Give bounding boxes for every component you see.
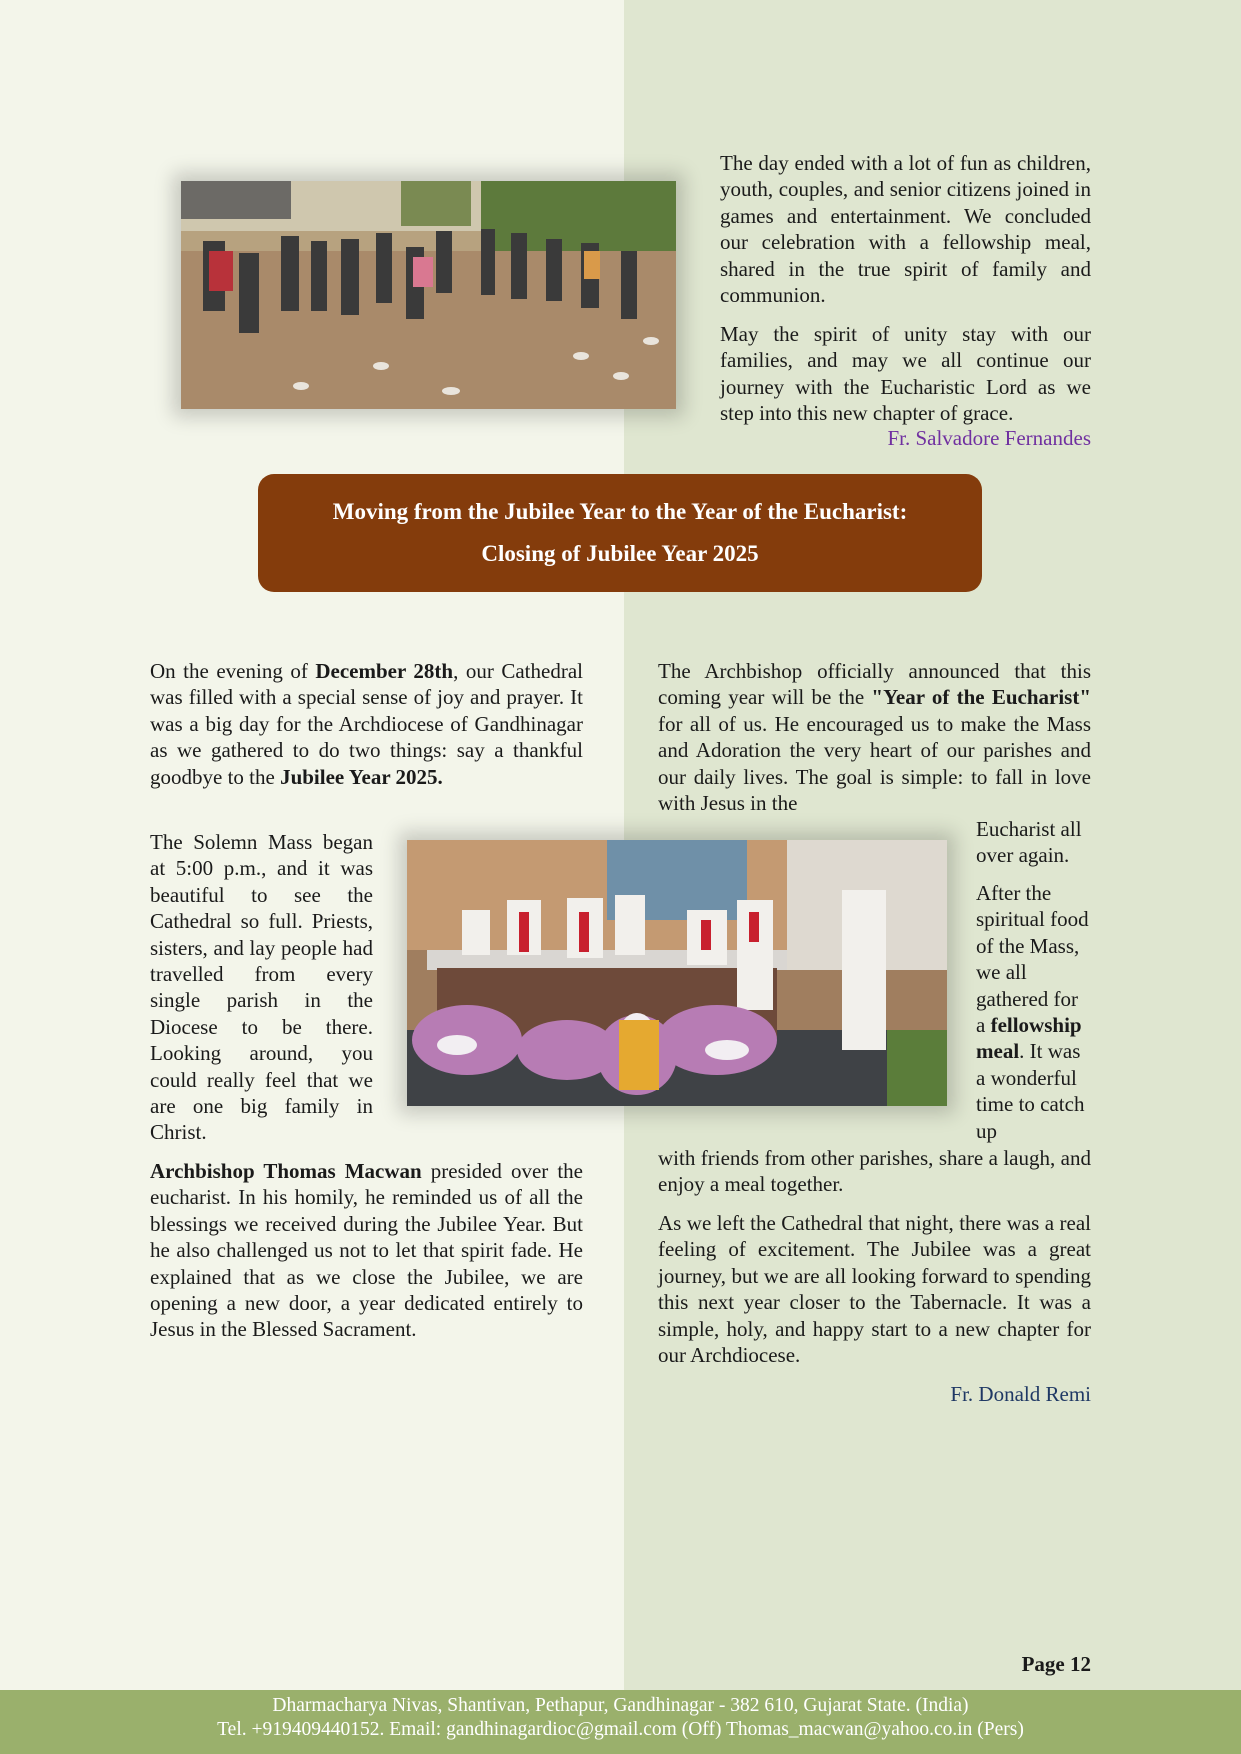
right-paragraph-2 (976, 880, 1091, 1144)
top-right-paragraph-1: The day ended with a lot of fun as children, youth, couples, and senior citizens joined in games and entertainment. We concluded our celebration with a fellowship meal, shared in the true spirit of family and communion. (720, 151, 1091, 308)
bottom-signature: Fr. Donald Remi (950, 1382, 1091, 1406)
text-run: . It was a wonderful time to catch up (976, 1039, 1085, 1143)
mass-photo (407, 840, 947, 1106)
bold-year-of-eucharist: "Year of the Eucharist" (871, 685, 1091, 710)
bold-fellowship-meal: fellowship meal (976, 1013, 1082, 1064)
bold-date: December 28th (315, 659, 454, 683)
text-run: , our Cathedral was filled with a special sense of joy and prayer. It was a big day for the Archdiocese of Gandhinagar as we gathered to do two things: say a thankful goodbye to the (150, 659, 583, 789)
banner-title-line-1: Moving from the Jubilee Year to the Year of the Eucharist: (332, 499, 908, 524)
right-paragraph-2-end: with friends from other parishes, share a laugh, and enjoy a meal together. (658, 1146, 1091, 1197)
right-paragraph-1 (658, 658, 1091, 816)
text-run: On the evening of (150, 659, 316, 683)
text-run: presided over the eucharist. In his homily, he reminded us of all the blessings we received during the Jubilee Year. But he also challenged us not to let that spirit fade. He explained that as we close the Jubilee, we are opening a new door, a year dedicated entirely to Jesus in the Blessed Sacrament. (150, 1159, 583, 1342)
footer (0, 1690, 1241, 1754)
left-paragraph-3 (150, 1158, 583, 1343)
banner-title-line-2: Closing of Jubilee Year 2025 (481, 541, 759, 566)
bold-jubilee: Jubilee Year 2025. (280, 764, 443, 789)
bold-archbishop: Archbishop Thomas Macwan (150, 1159, 422, 1183)
right-paragraph-3: As we left the Cathedral that night, there was a real feeling of excitement. The Jubilee was a great journey, but we are all looking forward to spending this next year closer to the Tabernacle. It was a simple, holy, and happy start to a new chapter for our Archdiocese. (658, 1211, 1091, 1368)
page-number: Page 12 (1021, 1652, 1091, 1676)
text-run: The Archbishop officially announced that this coming year will be the (658, 659, 1091, 710)
left-paragraph-2: The Solemn Mass began at 5:00 p.m., and it was beautiful to see the Cathedral so full. Priests, sisters, and lay people had travelled from every single parish in the Diocese to be there. Looking around, you could really feel that we are one big family in Christ. (150, 830, 373, 1145)
text-run: After the spiritual food of the Mass, we all gathered for a (976, 881, 1089, 1038)
left-paragraph-1 (150, 658, 583, 790)
footer-contact: Tel. +919409440152. Email: gandhinagardioc@gmail.com (Off) Thomas_macwan@yahoo.co.in (Pers) (217, 1719, 1024, 1740)
games-photo (181, 181, 676, 409)
text-run: for all of us. He encouraged us to make the Mass and Adoration the very heart of our parishes and our daily lives. The goal is simple: to fall in love with Jesus in the (658, 711, 1091, 816)
top-signature: Fr. Salvadore Fernandes (887, 426, 1091, 450)
top-right-paragraph-2: May the spirit of unity stay with our families, and may we all continue our journey with the Eucharistic Lord as we step into this new chapter of grace. (720, 322, 1091, 426)
article-title-banner (258, 474, 982, 592)
right-paragraph-1-end: Eucharist all over again. (976, 817, 1082, 868)
footer-address: Dharmacharya Nivas, Shantivan, Pethapur, Gandhinagar - 382 610, Gujarat State. (India) (272, 1695, 969, 1716)
